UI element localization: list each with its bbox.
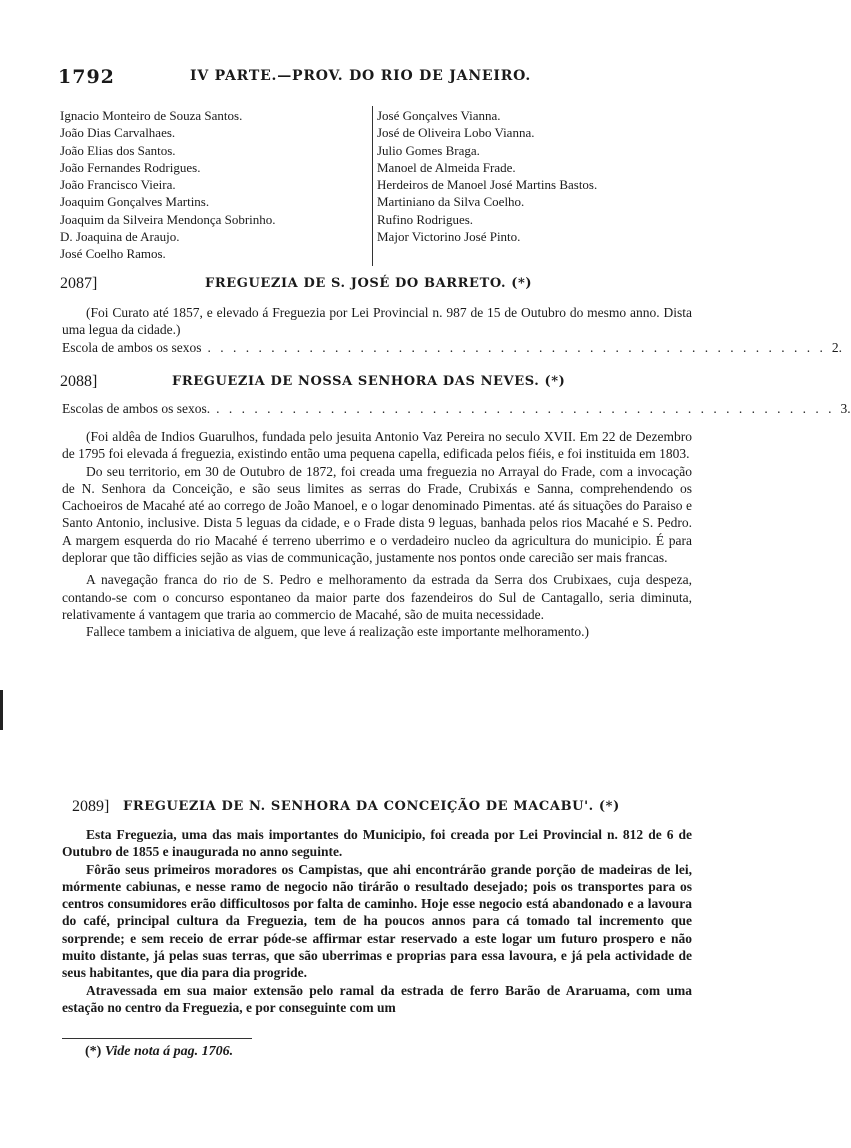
name-entry: José Coelho Ramos. [60,246,166,262]
name-entry: José de Oliveira Lobo Vianna. [377,125,535,141]
paragraph: (Foi aldêa de Indios Guarulhos, fundada pelo jesuita Antonio Vaz Pereira no seculo XVII. Em 22 de Dezembro de 1795 foi elevada á freguezia, existindo então uma pequena capella, edificada pelos fiéis, e foi instituida em 1803. [62,429,692,462]
section-body [62,826,692,1016]
running-head: IV PARTE.—PROV. DO RIO DE JANEIRO. [190,68,532,84]
name-entry: Martiniano da Silva Coelho. [377,194,525,210]
leader-dots: . . . . . . . . . . . . . . . . . . . . . . . . . . . . . . . . . . . . . . . . . . . . . . . . . [216,401,835,416]
section-number: 2087] [60,275,98,292]
name-entry: D. Joaquina de Araujo. [60,229,180,245]
name-entry: Manoel de Almeida Frade. [377,159,516,175]
section-note: (Foi Curato até 1857, e elevado á Freguezia por Lei Provincial n. 987 de 15 de Outubro do mesmo anno. Dista uma legua da cidade.) [62,305,692,338]
entry-label: Escolas de ambos os sexos. [62,401,211,416]
paragraph: Do seu territorio, em 30 de Outubro de 1872, foi creada uma freguezia no Arrayal do Frade, com a invocação de N. Senhora da Conceição, e são seus limites as serras do Frade, Crubixás e Sanna, comprehendendo os Cachoeiros de Macahé até ao corrego de João Manoel, e o logar denominado Pimentas. até ás situações do Paraiso e Santo Antonio, inclusive. Dista 5 leguas da cidade, e o Frade dista 9 leguas, banhada pelos rios Macahé e S. Pedro. A margem esquerda do rio Macahé é terreno uberrimo e o verdadeiro nucleo da agricultura do municipio. É para deplorar que tão difficies sejão as vias de communicação, justamente nos pontos onde carecião ser mais francas. [62,463,692,566]
name-entry: Rufino Rodrigues. [377,211,474,227]
section-title: FREGUEZIA DE S. JOSÉ DO BARRETO. (*) [205,276,533,291]
column-divider [372,106,373,266]
leader-dots: . . . . . . . . . . . . . . . . . . . . . . . . . . . . . . . . . . . . . . . . . . . . . . . . . [207,340,826,355]
paragraph: Fallece tambem a iniciativa de alguem, que leve á realização este importante melhoramento.) [86,624,590,640]
entry-value: 3. [840,401,851,416]
section-title: FREGUEZIA DE N. SENHORA DA CONCEIÇÃO DE MACABU'. (*) [123,799,620,814]
section-body [62,428,692,641]
name-entry: Julio Gomes Braga. [377,142,480,158]
entry-value: 2. [831,340,842,355]
margin-mark [0,690,3,730]
school-entry [62,401,851,417]
footnote [85,1044,233,1060]
paragraph: A navegação franca do rio de S. Pedro e melhoramento da estrada da Serra dos Crubixaes, cuja despeza, contando-se com o concurso espontaneo da maior parte dos fazendeiros do Sul de Cantagallo, seria diminuta, relativamente á vantagem que traria ao commercio de Macahé, são de muita necessidade. [62,572,692,622]
footnote-text: Vide nota á pag. 1706. [104,1044,234,1059]
name-entry: Joaquim Gonçalves Martins. [60,194,210,210]
names-column-right [377,107,597,245]
name-entry: João Dias Carvalhaes. [60,125,176,141]
school-entry [62,340,842,356]
page-number: 1792 [58,66,115,88]
name-entry: Major Victorino José Pinto. [377,229,521,245]
footnote-rule [62,1038,252,1039]
name-entry: Herdeiros de Manoel José Martins Bastos. [377,177,598,193]
name-entry: João Francisco Vieira. [60,177,176,193]
name-entry: Ignacio Monteiro de Souza Santos. [60,108,243,123]
names-column-left [60,107,276,263]
paragraph: Esta Freguezia, uma das mais importantes do Municipio, foi creada por Lei Provincial n. 812 de 6 de Outubro de 1855 e inaugurada no anno seguinte. [62,827,692,860]
section-number: 2089] [72,798,110,815]
footnote-marker: (*) [85,1044,102,1059]
section-title: FREGUEZIA DE NOSSA SENHORA DAS NEVES. (*) [172,374,566,389]
name-entry: Joaquim da Silveira Mendonça Sobrinho. [60,211,276,227]
name-entry: João Elias dos Santos. [60,142,176,158]
name-entry: João Fernandes Rodrigues. [60,159,201,175]
name-entry: José Gonçalves Vianna. [377,108,501,123]
section-number: 2088] [60,373,98,390]
paragraph: Fôrão seus primeiros moradores os Campistas, que ahi encontrárão grande porção de madeiras de lei, mórmente cabiunas, e nesse ramo de negocio não tirárão o resultado desejado; pois os transportes para os centros consumidores erão difficultosos por falta de caminho. Hoje esse negocio está abandonado e a lavoura do café, principal cultura da Freguezia, tem de ha poucos annos para cá tomado tal incremento que sorprende; e sem receio de errar póde-se affirmar estar reservado a este logar um futuro prospero e não muito distante, já pelas suas terras, que são uberrimas e proprias para essa lavoura, e já pela actividade de seus habitantes, que dia para dia progride. [62,861,692,981]
paragraph: Atravessada em sua maior extensão pelo ramal da estrada de ferro Barão de Araruama, com uma estação no centro da Freguezia, e por conseguinte com um [62,982,692,1015]
entry-label: Escola de ambos os sexos [62,340,202,355]
